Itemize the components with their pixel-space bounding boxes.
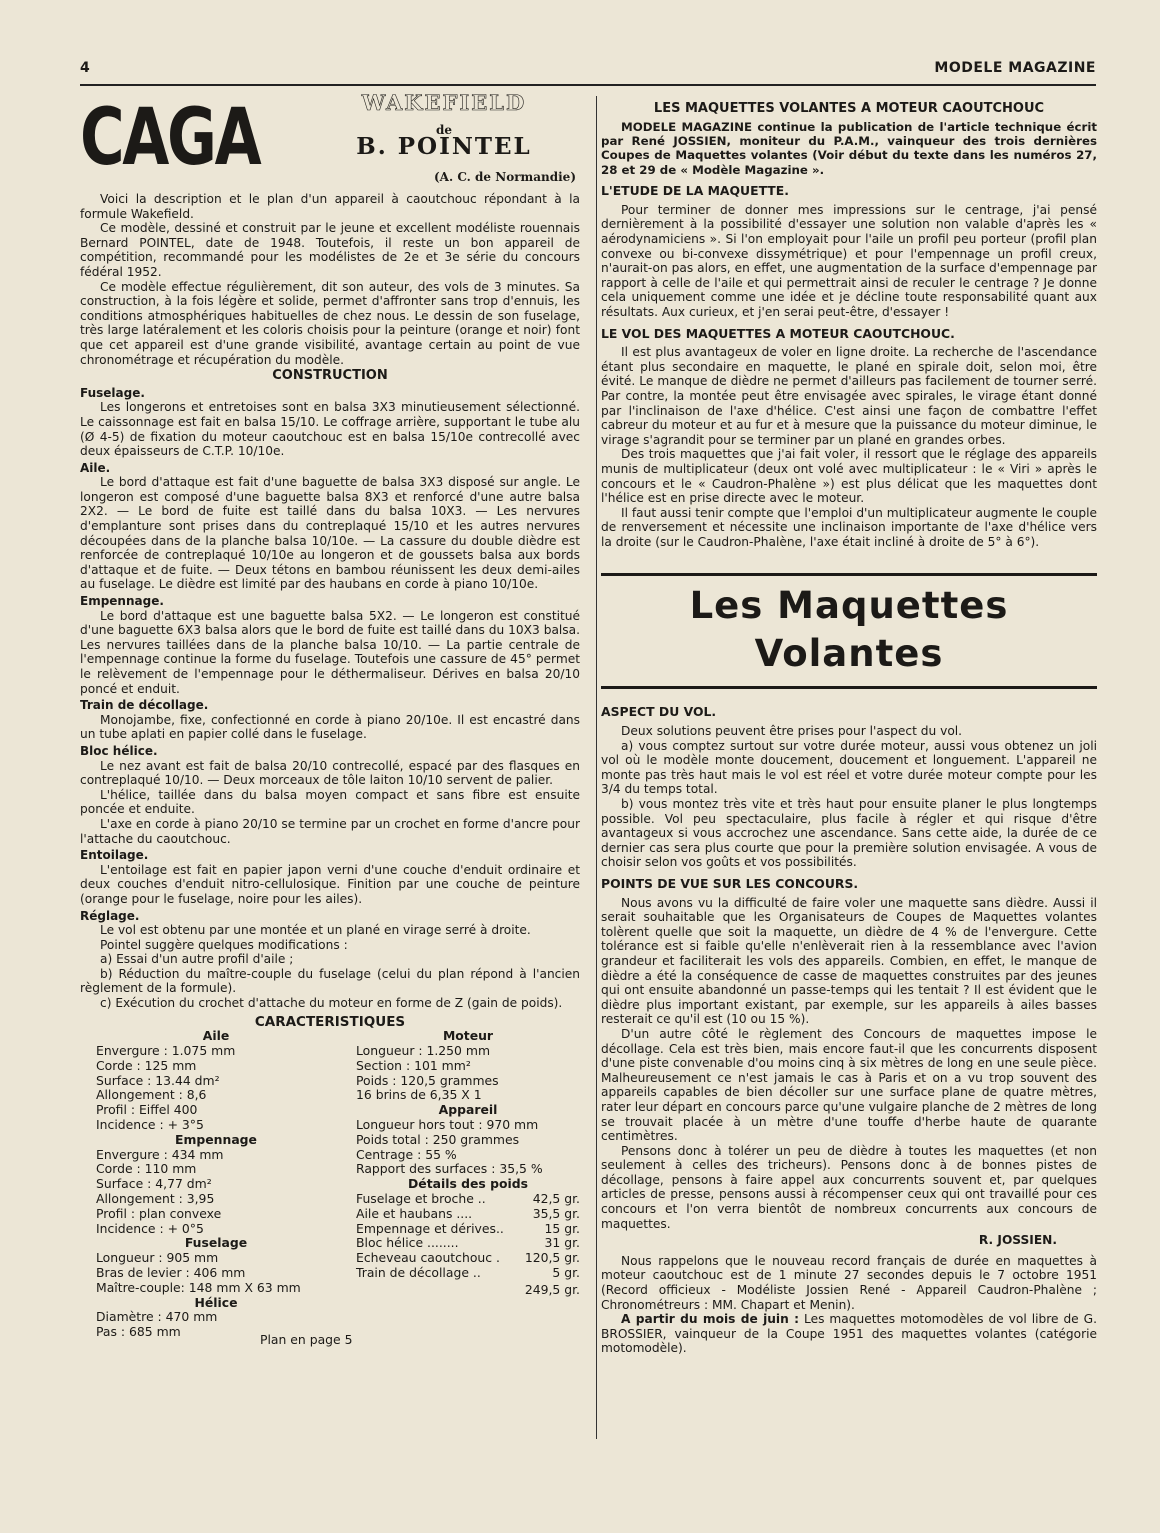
spec-line: Rapport des surfaces : 35,5 % xyxy=(356,1161,543,1177)
reglage-paragraph: Pointel suggère quelques modifications : xyxy=(100,937,348,952)
spec-line: Surface : 4,77 dm² xyxy=(96,1176,212,1192)
magazine-name: MODELE MAGAZINE xyxy=(934,60,1096,76)
entoilage-paragraph: L'entoilage est fait en papier japon verni d'une couche d'enduit ordinaire et deux couches d'enduit nitro-cellulosique. Finition par une couche de peinture (orange pour le fuselage, noire pour les ailes). xyxy=(80,862,580,906)
subheading-entoilage: Entoilage. xyxy=(80,848,149,863)
spec-line: Longueur : 1.250 mm xyxy=(356,1043,491,1059)
intro-paragraph: Ce modèle, dessiné et construit par le jeune et excellent modéliste rouennais Bernard POINTEL, date de 1948. Toutefois, il reste un bon appareil de compétition, recommandé pour les modélistes de 2e et 3e série du concours fédéral 1952. xyxy=(80,221,580,279)
weight-value: 5 gr. xyxy=(552,1265,580,1280)
subheading-aile: Aile. xyxy=(80,460,111,475)
spec-line: Allongement : 3,95 xyxy=(96,1191,215,1207)
vol-paragraph: Des trois maquettes que j'ai fait voler, il ressort que le réglage des appareils munis de multiplicateur (deux ont volé avec multiplicateur : le « Viri » après le concours et le « Caudron-Phalène ») est plus délicat que les maquettes dont l'hélice est en prise directe avec le moteur. xyxy=(601,447,1097,506)
weight-value: 35,5 gr. xyxy=(532,1205,580,1221)
specs-left-column xyxy=(96,1029,336,1340)
points-paragraph: Pensons donc à tolérer un peu de dièdre à toutes les maquettes (et non seulement à celles des tricheurs). Pensons donc à de bonnes pistes de décollage, pensons à faire appel aux concurrents souvent et, par quelques articles de presse, pensons aussi à récompenser ceux qui ont travaillé pour ces concours et l'on verra bientôt de nombreux concurrents aux concours de maquettes. xyxy=(601,1143,1097,1231)
spec-line: Bras de levier : 406 mm xyxy=(96,1265,246,1280)
weight-value: 42,5 gr. xyxy=(532,1191,580,1207)
spec-heading-helice: Hélice xyxy=(194,1294,238,1310)
subheading-bloc-helice: Bloc hélice. xyxy=(80,743,158,758)
spec-heading-fuselage: Fuselage xyxy=(184,1235,248,1251)
spec-line: Incidence : + 3°5 xyxy=(96,1117,204,1133)
section-heading-aspect: ASPECT DU VOL. xyxy=(601,704,717,720)
weight-total: 249,5 gr. xyxy=(524,1281,580,1297)
weight-row xyxy=(356,1266,580,1281)
section-heading-etude: L'ETUDE DE LA MAQUETTE. xyxy=(601,183,789,199)
caracteristiques-table xyxy=(80,1029,580,1349)
spec-line: Incidence : + 0°5 xyxy=(96,1220,204,1236)
spec-line: Envergure : 434 mm xyxy=(96,1146,224,1162)
aile-paragraph: Le bord d'attaque est fait d'une baguette de balsa 3X3 disposé sur angle. Le longeron est composé d'une baguette balsa 8X3 et renforcé d'une autre balsa 2X2. — Le bord de fuite est taillé dans du balsa 10X3. — Les nervures d'emplanture sont prises dans du contreplaqué 15/10 et les autres nervures découpées dans de la planche balsa 10/10e. — La cassure du double dièdre est renforcée de contreplaqué 10/10e au longeron et de goussets balsa aux bords d'attaque et de fuite. — Deux tétons en bambou réunissent les deux demi-ailes au fuselage. Le dièdre est limité par des haubans en corde à piano 10/10e. xyxy=(80,475,580,592)
weight-label: Aile et haubans .... xyxy=(356,1205,473,1221)
bloc-paragraph: Le nez avant est fait de balsa 20/10 contrecollé, espacé par des flasques en contreplaqué 10/10. — Deux morceaux de tôle laiton 10/10 servent de palier. xyxy=(80,758,580,788)
subheading-fuselage: Fuselage. xyxy=(80,385,145,400)
points-paragraph: Nous avons vu la difficulté de faire voler une maquette sans dièdre. Aussi il serait souhaitable que les Organisateurs de Coupes de Maquettes volantes tolèrent quelle que soit la maquette, un dièdre de 4 % de l'envergure. Cette tolérance est si faible qu'elle n'enlèverait rien à la ressemblance avec l'avion grandeur et faciliterait les vols des appareils. Combien, en effet, le manque de dièdre a été la conséquence de casse de maquettes construites par des jeunes qui ont ensuite abandonné un passe-temps qui les tentait ? Il est évident que le dièdre plus important existant, par exemple, sur les appareils à ailes basses resterait ce qu'il est (10 ou 15 %). xyxy=(601,895,1097,1027)
etude-paragraph: Pour terminer de donner mes impressions sur le centrage, j'ai pensé dernièrement à la possibilité d'essayer une solution non valable d'après les « aérodynamiciens ». Si l'on employait pour l'aile un profil peu porteur (profil plan convexe ou bi-convexe dissymétrique) et pour l'empennage un profil creux, n'aurait-on pas alors, en effet, une augmentation de la surface d'empennage par rapport à celle de l'aile et qui permettrait ainsi de reculer le centrage ? Je donne cela uniquement comme une idée et je décline toute responsabilité quant aux résultats. Aux curieux, et j'en serai peut-être, d'essayer ! xyxy=(601,202,1097,319)
juin-paragraph xyxy=(601,1312,1097,1356)
plan-reference: Plan en page 5 xyxy=(260,1331,353,1347)
spec-line: Longueur : 905 mm xyxy=(96,1250,219,1266)
spec-line: Poids : 120,5 grammes xyxy=(356,1072,499,1088)
aspect-paragraph: Deux solutions peuvent être prises pour l'aspect du vol. xyxy=(621,724,963,739)
spec-heading-appareil: Appareil xyxy=(438,1102,498,1118)
vol-paragraph: Il est plus avantageux de voler en ligne droite. La recherche de l'ascendance étant plus secondaire en maquette, le plané en spirale doit, selon moi, être évité. Le manque de dièdre ne permet d'ailleurs pas facilement de tourner serré. Par contre, la montée peut être envisagée avec spirales, le virage étant donné par l'inclinaison de l'axe d'hélice. C'est ainsi une façon de combattre l'effet cabreur du moteur et au fur et à mesure que la puissance du moteur diminue, le virage s'agrandit pour se terminer par un plané en grandes orbes. xyxy=(601,345,1097,447)
spec-line: Corde : 110 mm xyxy=(96,1161,197,1177)
spec-line: Corde : 125 mm xyxy=(96,1057,197,1073)
weight-label: Bloc hélice ........ xyxy=(356,1235,459,1251)
subheading-reglage: Réglage. xyxy=(80,908,140,923)
bloc-paragraph: L'axe en corde à piano 20/10 se termine par un crochet en forme d'ancre pour l'attache du caoutchouc. xyxy=(80,816,580,846)
right-article-intro: MODELE MAGAZINE continue la publication de l'article technique écrit par René JOSSIEN, moniteur du P.A.M., vainqueur des trois dernières Coupes de Maquettes volantes (Voir début du texte dans les numéros 27, 28 et 29 de « Modèle Magazine ». xyxy=(601,119,1097,177)
weight-row xyxy=(356,1192,580,1207)
reglage-paragraph: c) Exécution du crochet d'attache du moteur en forme de Z (gain de poids). xyxy=(100,996,563,1011)
section-heading-points: POINTS DE VUE SUR LES CONCOURS. xyxy=(601,876,859,891)
juin-lead: A partir du mois de juin : xyxy=(621,1312,800,1327)
spec-line: Maître-couple: 148 mm X 63 mm xyxy=(96,1279,301,1295)
vol-paragraph: Il faut aussi tenir compte que l'emploi d'un multiplicateur augmente le couple de renversement et nécessite une inclinaison importante de l'axe d'hélice vers la droite (sur le Caudron-Phalène, l'axe était incliné à droite de 5° à 6°). xyxy=(601,505,1097,549)
weight-value: 120,5 gr. xyxy=(524,1250,580,1266)
spec-line: Envergure : 1.075 mm xyxy=(96,1043,236,1059)
weight-label: Echeveau caoutchouc . xyxy=(356,1250,500,1266)
spec-line: Diamètre : 470 mm xyxy=(96,1309,218,1325)
spec-line: Profil : Eiffel 400 xyxy=(96,1102,198,1118)
article-title-block xyxy=(80,90,580,192)
subheading-empennage: Empennage. xyxy=(80,594,164,609)
spec-line: Centrage : 55 % xyxy=(356,1146,457,1162)
record-paragraph: Nous rappelons que le nouveau record français de durée en maquettes à moteur caoutchouc est de 1 minute 27 secondes depuis le 7 octobre 1951 (Record officieux - Modéliste Jossien René - Appareil Caudron-Phalène ; Chronométreurs : MM. Chapart et Menin). xyxy=(601,1253,1097,1312)
weight-row xyxy=(356,1236,580,1251)
section-heading-construction: CONSTRUCTION xyxy=(272,368,388,384)
weight-value: 15 gr. xyxy=(544,1220,580,1236)
big-section-title: Les Maquettes Volantes xyxy=(601,573,1097,689)
subheading-train: Train de décollage. xyxy=(80,698,209,713)
right-column xyxy=(601,102,1097,1432)
column-divider xyxy=(596,96,597,1439)
fuselage-paragraph: Les longerons et entretoises sont en balsa 3X3 minutieusement sélectionné. Le caissonnage est fait en balsa 15/10. Le coffrage arrière, supportant le tube alu (Ø 4-5) de fixation du moteur caoutchouc est en balsa 15/10e contrecollé avec deux épaisseurs de C.T.P. 10/10e. xyxy=(80,400,580,459)
weight-row xyxy=(356,1251,580,1266)
page-number: 4 xyxy=(80,60,90,76)
weight-row xyxy=(356,1222,580,1237)
specs-right-column xyxy=(356,1029,580,1297)
page-header xyxy=(80,60,1096,86)
weight-total-row xyxy=(356,1283,580,1298)
spec-line: Surface : 13.44 dm² xyxy=(96,1072,220,1088)
spec-line: Section : 101 mm² xyxy=(356,1057,471,1073)
spec-heading-poids: Détails des poids xyxy=(408,1176,528,1192)
weight-row xyxy=(356,1207,580,1222)
article-subtitle-wakefield: WAKEFIELD xyxy=(361,90,527,115)
left-column xyxy=(80,90,580,1436)
weight-value: 31 gr. xyxy=(544,1235,580,1251)
spec-line: Longueur hors tout : 970 mm xyxy=(356,1117,539,1133)
weight-label: Fuselage et broche .. xyxy=(356,1191,486,1207)
spec-heading-empennage: Empennage xyxy=(175,1131,257,1147)
reglage-paragraph: a) Essai d'un autre profil d'aile ; xyxy=(100,952,294,967)
bloc-paragraph: L'hélice, taillée dans du balsa moyen compact et sans fibre est ensuite poncée et enduite. xyxy=(80,787,580,817)
spec-heading-aile: Aile xyxy=(202,1028,230,1044)
spec-line: Profil : plan convexe xyxy=(96,1205,222,1221)
reglage-paragraph: b) Réduction du maître-couple du fuselage (celui du plan répond à l'ancien règlement de la formule). xyxy=(80,966,580,996)
empennage-paragraph: Le bord d'attaque est une baguette balsa 5X2. — Le longeron est constitué d'une baguette 6X3 balsa alors que le bord de fuite est taillé dans du 10X3 balsa. Les nervures taillées dans de la planche balsa 10/10. — La partie centrale de l'empennage continue la forme du fuselage. Toutefois une cassure de 45° permet le relèvement de l'empennage pour le déthermaliseur. Dérives en balsa 20/10 poncé et enduit. xyxy=(80,608,580,696)
weight-label: Empennage et dérives.. xyxy=(356,1220,504,1236)
article-subtitle-de: de xyxy=(435,123,453,137)
spec-line: Poids total : 250 grammes xyxy=(356,1131,520,1147)
right-article-title: LES MAQUETTES VOLANTES A MOTEUR CAOUTCHOUC xyxy=(653,101,1045,116)
reglage-paragraph: Le vol est obtenu par une montée et un plané en virage serré à droite. xyxy=(100,923,531,938)
article-author: B. POINTEL xyxy=(356,133,532,160)
article-title-caga: CAGA xyxy=(80,93,260,183)
intro-paragraph: Ce modèle effectue régulièrement, dit son auteur, des vols de 3 minutes. Sa construction, à la fois légère et solide, permet d'affronter sans trop d'ennuis, les conditions atmosphériques habituelles de chez nous. Le dessin de son fuselage, très large latéralement et les coloris choisis pour la peinture (orange et noir) font que cet appareil est d'une grande visibilité, avantage certain au point de vue chronométrage et récupération du modèle. xyxy=(80,279,580,367)
aspect-paragraph: a) vous comptez surtout sur votre durée moteur, aussi vous obtenez un joli vol où le modèle monte doucement, doucement et longuement. L'appareil ne monte pas très haut mais le vol est réel et votre durée moteur compte pour les 3/4 du temps total. xyxy=(601,738,1097,797)
train-paragraph: Monojambe, fixe, confectionné en corde à piano 20/10e. Il est encastré dans un tube aplati en papier collé dans le fuselage. xyxy=(80,712,580,742)
juin-text: Les maquettes motomodèles de vol libre de G. BROSSIER, vainqueur de la Coupe 1951 des maquettes volantes (catégorie motomodèle). xyxy=(601,1312,1097,1356)
caracteristiques-heading: CARACTERISTIQUES xyxy=(254,1013,406,1030)
aspect-paragraph: b) vous montez très vite et très haut pour ensuite planer le plus longtemps possible. Vol peu spectaculaire, plus facile à régler et qui risque d'être avantageux si vous accrochez une ascendance. Sans cette aide, la durée de ce dernier cas sera plus courte que pour la première solution envisagée. A vous de choisir selon vos goûts et vos possibilités. xyxy=(601,797,1097,870)
points-paragraph: D'un autre côté le règlement des Concours de maquettes impose le décollage. Cela est très bien, mais encore faut-il que les concurrents disposent d'une piste convenable d'ou moins cinq à six mètres de long en une seule pièce. Malheureusement ce n'est jamais le cas à Paris et on a vu trop souvent des appareils capables de bien décoller sur une surface plane de quatre mètres, rater leur départ en concours parce qu'une vulgaire planche de 2 mètres de long se trouvait placée à un mètre d'une touffe d'herbe haute de quarante centimètres. xyxy=(601,1026,1097,1144)
spec-line: Pas : 685 mm xyxy=(96,1324,181,1340)
author-signature: R. JOSSIEN. xyxy=(978,1233,1057,1248)
section-heading-vol: LE VOL DES MAQUETTES A MOTEUR CAOUTCHOUC. xyxy=(601,325,955,341)
intro-paragraph: Voici la description et le plan d'un appareil à caoutchouc répondant à la formule Wakefield. xyxy=(80,192,580,221)
spec-line: 16 brins de 6,35 X 1 xyxy=(356,1087,482,1103)
weight-label: Train de décollage .. xyxy=(356,1265,481,1280)
article-club: (A. C. de Normandie) xyxy=(434,170,576,184)
spec-line: Allongement : 8,6 xyxy=(96,1087,207,1103)
spec-heading-moteur: Moteur xyxy=(442,1028,494,1044)
